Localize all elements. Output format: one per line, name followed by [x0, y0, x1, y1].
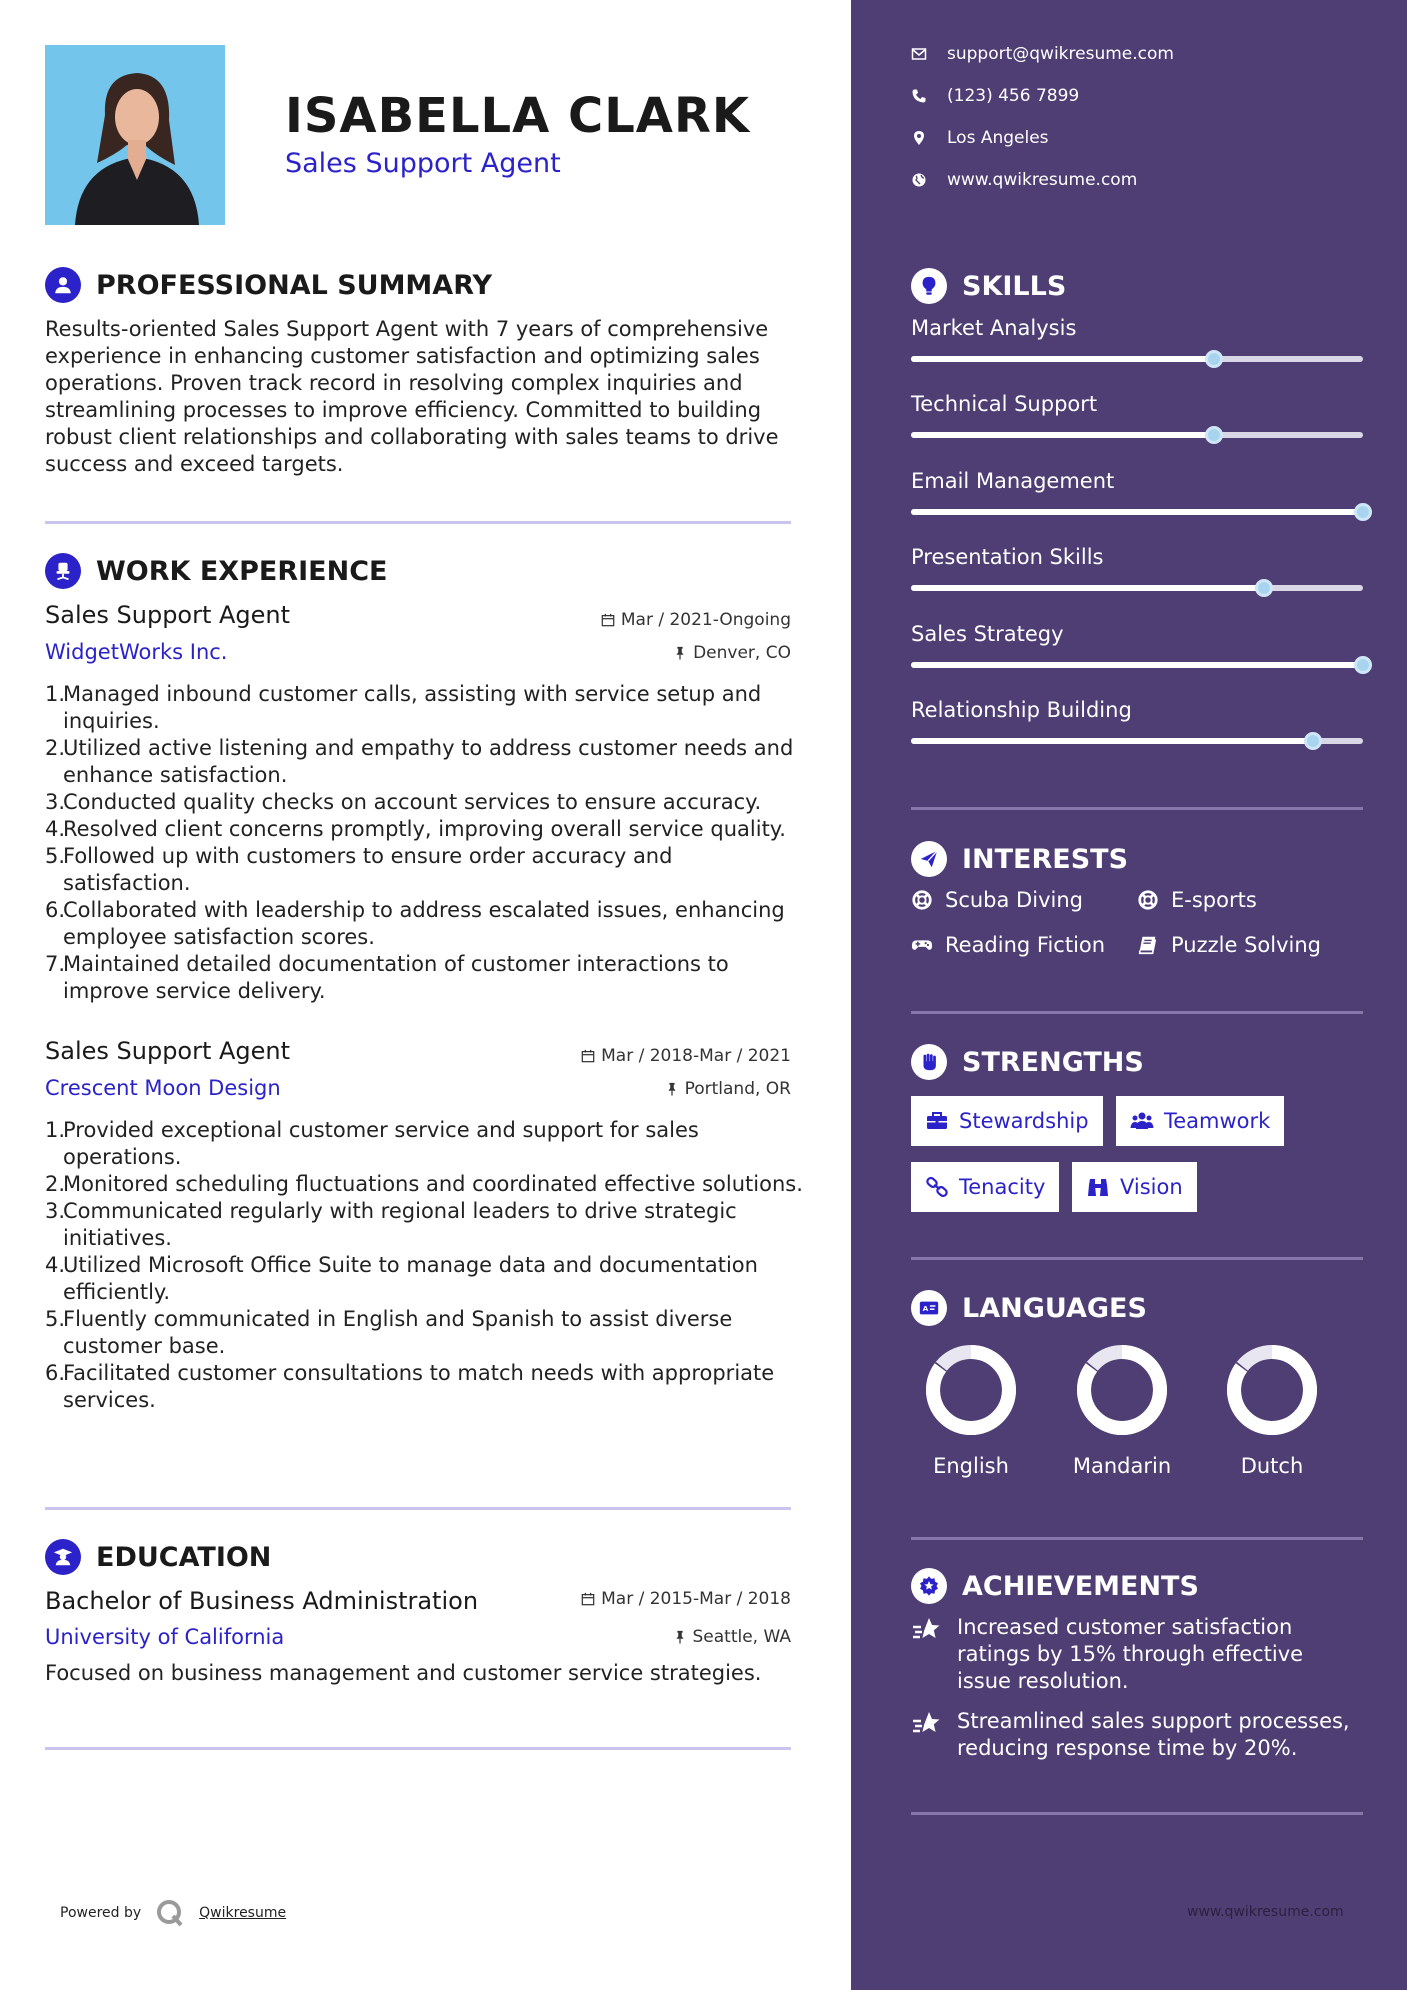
svg-text:A: A [922, 1304, 929, 1314]
skill-bar-fill [911, 585, 1264, 591]
skill-label: Technical Support [911, 392, 1098, 417]
company-name: Crescent Moon Design [45, 1076, 281, 1100]
lifebuoy-icon [1137, 889, 1159, 911]
strength-label: Teamwork [1164, 1109, 1271, 1133]
achievement-text: Streamlined sales support processes, reducing response time by 20%. [957, 1709, 1350, 1760]
gamepad-icon [911, 934, 933, 956]
skill-item [911, 622, 1363, 668]
skill-label: Relationship Building [911, 698, 1132, 722]
language-ring [923, 1342, 1019, 1438]
binoculars-icon [1086, 1175, 1110, 1199]
qwikresume-logo-icon [155, 1898, 185, 1928]
list-item: 5. Followed up with customers to ensure order accuracy and satisfaction. [45, 844, 673, 895]
phone-icon [911, 88, 927, 104]
book-icon [1137, 934, 1159, 956]
strength-tag [1072, 1162, 1197, 1212]
divider [45, 521, 791, 524]
skill-bar [911, 509, 1363, 515]
education-date-text: Mar / 2015-Mar / 2018 [601, 1589, 791, 1609]
language-item [1062, 1342, 1182, 1478]
list-item: 2. Utilized active listening and empathy to address customer needs and enhance satisfaction. [45, 736, 794, 787]
list-item: 4. Utilized Microsoft Office Suite to manage data and documentation efficiently. [45, 1253, 758, 1304]
summary-text: Results-oriented Sales Support Agent with 7 years of comprehensive experience in enhancing customer satisfaction and optimizing sales operations. Proven track record in resolving complex inquiries and streamlining processes to improve efficiency. Committed to building robust client relationships and collaborating with sales teams to drive success and exceed targets. [45, 317, 779, 476]
education-description: Focused on business management and customer service strategies. [45, 1661, 762, 1685]
strength-tag [911, 1162, 1059, 1212]
list-item: 6. Facilitated customer consultations to match needs with appropriate services. [45, 1361, 775, 1412]
interest-item [911, 933, 1105, 957]
job-date [581, 1046, 791, 1066]
section-summary-label: PROFESSIONAL SUMMARY [96, 269, 493, 301]
section-summary-title [45, 267, 492, 303]
language-name: English [933, 1454, 1009, 1478]
list-item: 6. Collaborated with leadership to address escalated issues, enhancing employee satisfaction scores. [45, 898, 785, 949]
job-date-text: Mar / 2018-Mar / 2021 [601, 1046, 791, 1066]
skill-bar-knob [1354, 503, 1372, 521]
candidate-role: Sales Support Agent [285, 148, 561, 179]
list-item: 4. Resolved client concerns promptly, improving overall service quality. [45, 817, 786, 841]
skill-bar-knob [1354, 656, 1372, 674]
job-location [665, 1079, 791, 1099]
skill-label: Market Analysis [911, 316, 1077, 340]
interest-item [1137, 888, 1257, 912]
skill-bar-fill [911, 432, 1214, 438]
section-strengths-label: STRENGTHS [962, 1046, 1144, 1078]
contact-website[interactable] [911, 170, 1137, 190]
users-icon [1130, 1109, 1154, 1133]
achievement-item [911, 1708, 1363, 1762]
contact-phone[interactable] [911, 86, 1079, 106]
pushpin-icon [673, 1630, 687, 1644]
language-card-icon [911, 1290, 947, 1326]
job-title: Sales Support Agent [45, 1037, 291, 1065]
job-date-text: Mar / 2021-Ongoing [620, 610, 791, 630]
calendar-icon [581, 1592, 595, 1606]
pushpin-icon [665, 1082, 679, 1096]
achievement-item [911, 1614, 1363, 1695]
interest-label: Scuba Diving [945, 888, 1083, 912]
skill-bar [911, 738, 1363, 744]
skill-item [911, 545, 1363, 591]
calendar-icon [601, 613, 615, 627]
section-experience-title [45, 553, 387, 589]
section-strengths-title [911, 1044, 1144, 1080]
divider [911, 807, 1363, 810]
pushpin-icon [673, 646, 687, 660]
lightbulb-icon [911, 268, 947, 304]
user-icon [45, 267, 81, 303]
divider [45, 1747, 791, 1750]
language-ring [1074, 1342, 1170, 1438]
globe-icon [911, 172, 927, 188]
footer-website[interactable]: www.qwikresume.com [1187, 1904, 1344, 1920]
qwikresume-link[interactable]: Qwikresume [199, 1905, 287, 1921]
job-location-text: Portland, OR [684, 1079, 791, 1099]
strength-label: Tenacity [959, 1175, 1046, 1199]
company-name: WidgetWorks Inc. [45, 640, 228, 664]
raised-fist-icon [911, 1044, 947, 1080]
section-achievements-title [911, 1568, 1199, 1604]
strength-tag [1116, 1096, 1284, 1146]
divider [911, 1537, 1363, 1540]
contact-location-text: Los Angeles [947, 128, 1049, 148]
list-item: 3. Conducted quality checks on account services to ensure accuracy. [45, 790, 762, 814]
list-item: 2. Monitored scheduling fluctuations and coordinated effective solutions. [45, 1172, 803, 1196]
footer-powered-by [60, 1898, 286, 1928]
job-bullets [45, 681, 805, 1005]
profile-photo [45, 45, 225, 225]
strength-label: Stewardship [959, 1109, 1089, 1133]
strength-tag [911, 1096, 1103, 1146]
list-item: 7. Maintained detailed documentation of customer interactions to improve service delivery. [45, 952, 729, 1003]
section-experience-label: WORK EXPERIENCE [96, 555, 388, 587]
job-date [601, 610, 791, 630]
section-skills-title [911, 268, 1066, 304]
skill-bar-fill [911, 509, 1363, 515]
section-interests-title [911, 841, 1128, 877]
list-item: 5. Fluently communicated in English and Spanish to assist diverse customer base. [45, 1307, 733, 1358]
language-ring [1224, 1342, 1320, 1438]
section-languages-title [911, 1290, 1147, 1326]
sidebar [851, 0, 1407, 1990]
job-location-text: Denver, CO [693, 643, 791, 663]
section-interests-label: INTERESTS [962, 843, 1129, 875]
shooting-star-icon [911, 1614, 943, 1646]
list-item: 1. Provided exceptional customer service and support for sales operations. [45, 1118, 699, 1169]
language-name: Dutch [1240, 1454, 1304, 1478]
skill-bar-fill [911, 738, 1313, 744]
graduate-icon [45, 1539, 81, 1575]
job-bullets [45, 1117, 805, 1414]
star-badge-icon [911, 1568, 947, 1604]
map-pin-icon [911, 130, 927, 146]
school-name: University of California [45, 1625, 285, 1649]
education-location [673, 1627, 792, 1647]
skill-label: Sales Strategy [911, 621, 1064, 646]
education-date [581, 1589, 791, 1609]
interest-label: Reading Fiction [945, 933, 1106, 957]
contact-location [911, 128, 1049, 148]
paper-plane-icon [911, 841, 947, 877]
interest-item [911, 888, 1083, 912]
contact-email-text: support@qwikresume.com [947, 44, 1174, 64]
interest-item [1137, 933, 1321, 957]
interest-label: E-sports [1171, 888, 1257, 912]
job-title: Sales Support Agent [45, 601, 291, 629]
skill-label: Email Management [911, 468, 1115, 493]
section-skills-label: SKILLS [962, 270, 1067, 302]
list-item: 1. Managed inbound customer calls, assisting with service setup and inquiries. [45, 682, 762, 733]
interest-label: Puzzle Solving [1171, 933, 1321, 957]
skill-bar-knob [1205, 350, 1223, 368]
powered-by-label: Powered by [60, 1905, 142, 1921]
skill-bar [911, 662, 1363, 668]
education-location-text: Seattle, WA [692, 1627, 791, 1647]
link-icon [925, 1175, 949, 1199]
degree-title: Bachelor of Business Administration [45, 1587, 479, 1615]
skill-item [911, 698, 1363, 744]
list-item: 3. Communicated regularly with regional leaders to drive strategic initiatives. [45, 1199, 737, 1250]
office-chair-icon [45, 553, 81, 589]
achievement-text: Increased customer satisfaction ratings by 15% through effective issue resolution. [957, 1615, 1304, 1693]
language-item [911, 1342, 1031, 1478]
skill-item [911, 469, 1363, 515]
skill-item [911, 392, 1363, 438]
language-item [1212, 1342, 1332, 1478]
divider [911, 1257, 1363, 1260]
skill-bar [911, 585, 1363, 591]
skill-bar-knob [1205, 426, 1223, 444]
calendar-icon [581, 1049, 595, 1063]
section-education-label: EDUCATION [96, 1541, 272, 1573]
skill-label: Presentation Skills [911, 545, 1104, 570]
skill-bar [911, 432, 1363, 438]
contact-email[interactable] [911, 44, 1174, 64]
shooting-star-icon [911, 1708, 943, 1740]
job-location [673, 643, 791, 663]
strength-label: Vision [1120, 1175, 1183, 1199]
skill-bar-knob [1255, 579, 1273, 597]
divider [45, 1507, 791, 1510]
contact-website-text: www.qwikresume.com [947, 170, 1138, 190]
lifebuoy-icon [911, 889, 933, 911]
briefcase-icon [925, 1109, 949, 1133]
skill-bar-knob [1304, 732, 1322, 750]
divider [911, 1812, 1363, 1815]
section-education-title [45, 1539, 271, 1575]
language-name: Mandarin [1072, 1454, 1172, 1478]
skill-bar [911, 356, 1363, 362]
candidate-name: ISABELLA CLARK [285, 88, 751, 144]
skill-bar-fill [911, 356, 1214, 362]
contact-phone-text: (123) 456 7899 [947, 86, 1080, 106]
skill-bar-fill [911, 662, 1363, 668]
envelope-icon [911, 46, 927, 62]
section-languages-label: LANGUAGES [962, 1292, 1147, 1324]
section-achievements-label: ACHIEVEMENTS [962, 1570, 1199, 1602]
divider [911, 1011, 1363, 1014]
skill-item [911, 316, 1363, 362]
